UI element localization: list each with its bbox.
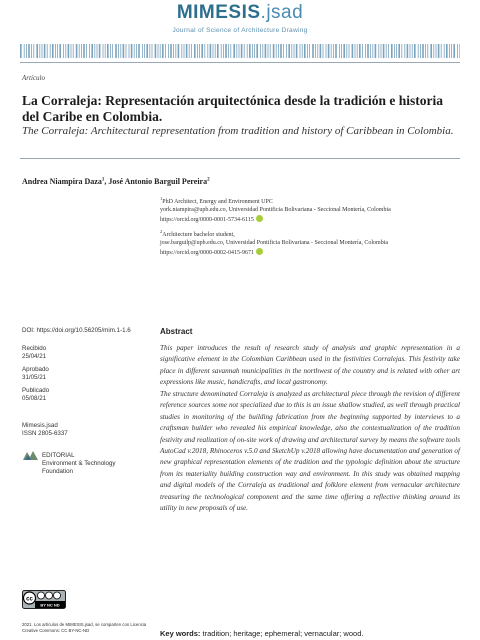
logo-main: MIMESIS [176, 2, 261, 23]
author-separator: , [104, 177, 109, 186]
date-label: Recibido [22, 345, 47, 352]
affiliation-sup: 1 [160, 196, 163, 201]
affiliation-title [160, 195, 391, 206]
orcid-link[interactable]: https://orcid.org/0000-0002-0415-9671 [160, 249, 255, 256]
title-divider [20, 158, 460, 159]
date-value: 31/05/21 [22, 374, 47, 381]
logo-suffix: .jsad [260, 2, 304, 23]
journal-logo [0, 2, 480, 24]
header-divider [20, 62, 460, 63]
keywords [160, 629, 363, 638]
editorial-line: Foundation [42, 468, 73, 475]
affiliation-title [160, 228, 388, 239]
affiliation-2 [160, 228, 388, 257]
author-line [22, 177, 210, 186]
journal-name: Mimesis.jsad [22, 422, 58, 429]
author-sup: 2 [207, 177, 210, 183]
journal-issn: ISSN 2805-6337 [22, 430, 68, 437]
author-sup: 1 [101, 177, 105, 183]
affiliation-line: Architecture bachelor student, [162, 232, 235, 238]
editorial-line: EDITORIAL [42, 452, 75, 459]
editorial-info [42, 452, 116, 476]
decorative-pattern [20, 44, 460, 58]
author-name: Andrea Niampira Daza [22, 177, 102, 186]
affiliation-1 [160, 195, 391, 224]
abstract-heading: Abstract [160, 327, 193, 336]
cc-license-icon[interactable] [22, 590, 66, 609]
editorial-logo-icon [22, 448, 39, 462]
date-label: Aprobado [22, 366, 49, 373]
date-value: 05/08/21 [22, 395, 47, 402]
title-spanish: La Corraleja: Representación arquitectónica desde la tradición e historia del Caribe en Colombia. [22, 93, 443, 124]
title-english: The Corraleja: Architectural representation from tradition and history of Caribbean in Colombia. [22, 125, 454, 137]
date-label: Publicado [22, 387, 50, 394]
keywords-label: Key words: [160, 629, 201, 638]
date-value: 25/04/21 [22, 353, 47, 360]
orcid-row [160, 215, 391, 224]
date-published [22, 387, 49, 403]
orcid-icon[interactable] [256, 215, 263, 222]
editorial-line: Environment & Technology [42, 460, 116, 467]
date-received [22, 345, 46, 361]
journal-info [22, 422, 68, 438]
affiliation-email: jose.barguilp@upb.edu.co, Universidad Pontificia Bolivariana - Seccional Montería, Colombia [160, 240, 389, 247]
author-name: José Antonio Barguil Pereira [108, 177, 208, 186]
doi-link[interactable]: DOI: https://doi.org/10.56205/mim.1-1.6 [22, 327, 131, 334]
article-type: Artículo [22, 74, 45, 82]
logo-subtitle: Journal of Science of Architecture Drawing [172, 27, 308, 34]
keywords-text: tradition; heritage; ephemeral; vernacular; wood. [200, 629, 364, 638]
license-text: 2021. Los artículos de MIMESIS.jsad, se comparten con Licencia Creative Commons: CC BY-NC-ND [22, 622, 147, 633]
orcid-row [160, 248, 388, 257]
affiliation-sup: 2 [160, 229, 163, 234]
abstract-paragraph: The structure denominated Corraleja is analyzed as architectural piece through the revision of different reference sources some not specialized due to this is an issue shallow studied, as well through practical studies in monitoring of the building fabrication from the beginning supported by interviews to a craftsman builder who revealed his empirical knowledge, also the contextualization of the tradition festivity and realization of on-site work of drawing and architectural survey by means the software tools AutoCad v.2018, Rhinoceros v.5.0 and SketchUp v.2018 allowing have documentation and generation of new graphical representation elements of the tradition and the typologic definition about the structure from its materiality building construction way and environment. In this study was obtained mapping and digital models of the Corraleja as traditional and folklore element from vernacular architecture treasuring the technological component and the same time offering a reflective thinking around its utility in new proposals of use. [160, 390, 460, 513]
cc-badges: BY NC ND [40, 602, 60, 608]
date-approved [22, 366, 49, 382]
orcid-link[interactable]: https://orcid.org/0000-0001-5734-6115 [160, 216, 254, 223]
affiliation-line: PhD Architect, Energy and Environment UPC [162, 199, 273, 205]
abstract-paragraph: This paper introduces the result of research study of analysis and graphic representation in a significative element in the Colombian Caribbean used in the festivities Corralejas. This festivity take place in different savannah municipalities in the northwest of the country and is related with other art expressions like music, handicrafts, and local gastronomy. [160, 344, 460, 387]
cc-label: cc [26, 596, 33, 603]
affiliation-email: york.niampira@upb.edu.co, Universidad Pontificia Bolivariana - Seccional Montería, Colombia [160, 207, 391, 214]
orcid-icon[interactable] [256, 248, 263, 255]
